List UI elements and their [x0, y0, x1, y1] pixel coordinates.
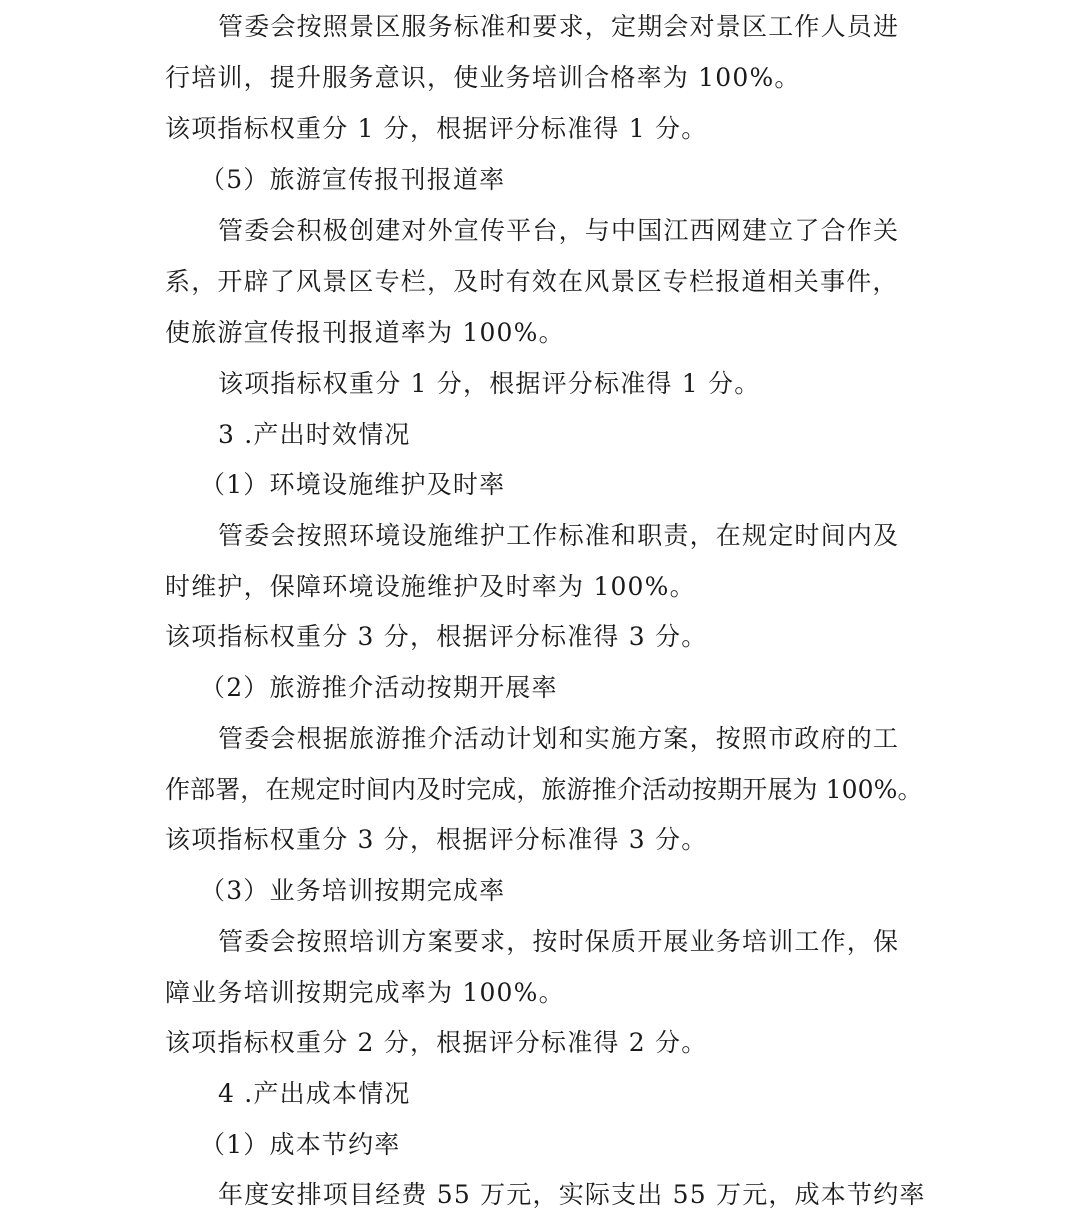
subheading-1a: （1）环境设施维护及时率: [200, 470, 506, 499]
subheading-3: （3）业务培训按期完成率: [200, 876, 506, 905]
paragraph-line-12: 年度安排项目经费 55 万元，实际支出 55 万元，成本节约率: [218, 1180, 926, 1209]
paragraph-line-1: 管委会按照景区服务标准和要求，定期会对景区工作人员进: [218, 12, 900, 41]
score-line-4: 该项指标权重分 3 分，根据评分标准得 3 分。: [165, 825, 708, 854]
paragraph-line-10: 管委会按照培训方案要求，按时保质开展业务培训工作，保: [218, 927, 900, 956]
score-line-3: 该项指标权重分 3 分，根据评分标准得 3 分。: [165, 622, 708, 651]
paragraph-line-11: 障业务培训按期完成率为 100%。: [165, 978, 565, 1007]
subheading-2: （2）旅游推介活动按期开展率: [200, 673, 558, 702]
section-heading-4: 4 .产出成本情况: [218, 1079, 411, 1108]
score-line-1: 该项指标权重分 1 分，根据评分标准得 1 分。: [165, 114, 708, 143]
subheading-5: （5）旅游宣传报刊报道率: [200, 165, 506, 194]
paragraph-line-8: 管委会根据旅游推介活动计划和实施方案，按照市政府的工: [218, 724, 900, 753]
subheading-1b: （1）成本节约率: [200, 1130, 401, 1159]
score-line-5: 该项指标权重分 2 分，根据评分标准得 2 分。: [165, 1028, 708, 1057]
paragraph-line-9: 作部署，在规定时间内及时完成，旅游推介活动按期开展为 100%。: [165, 775, 923, 804]
paragraph-line-2: 行培训，提升服务意识，使业务培训合格率为 100%。: [165, 63, 801, 92]
score-line-2: 该项指标权重分 1 分，根据评分标准得 1 分。: [218, 369, 761, 398]
paragraph-line-7: 时维护，保障环境设施维护及时率为 100%。: [165, 572, 696, 601]
paragraph-line-6: 管委会按照环境设施维护工作标准和职责，在规定时间内及: [218, 521, 900, 550]
paragraph-line-5: 使旅游宣传报刊报道率为 100%。: [165, 318, 565, 347]
section-heading-3: 3 .产出时效情况: [218, 420, 411, 449]
paragraph-line-4: 系，开辟了风景区专栏，及时有效在风景区专栏报道相关事件，: [165, 267, 899, 296]
paragraph-line-3: 管委会积极创建对外宣传平台，与中国江西网建立了合作关: [218, 216, 900, 245]
